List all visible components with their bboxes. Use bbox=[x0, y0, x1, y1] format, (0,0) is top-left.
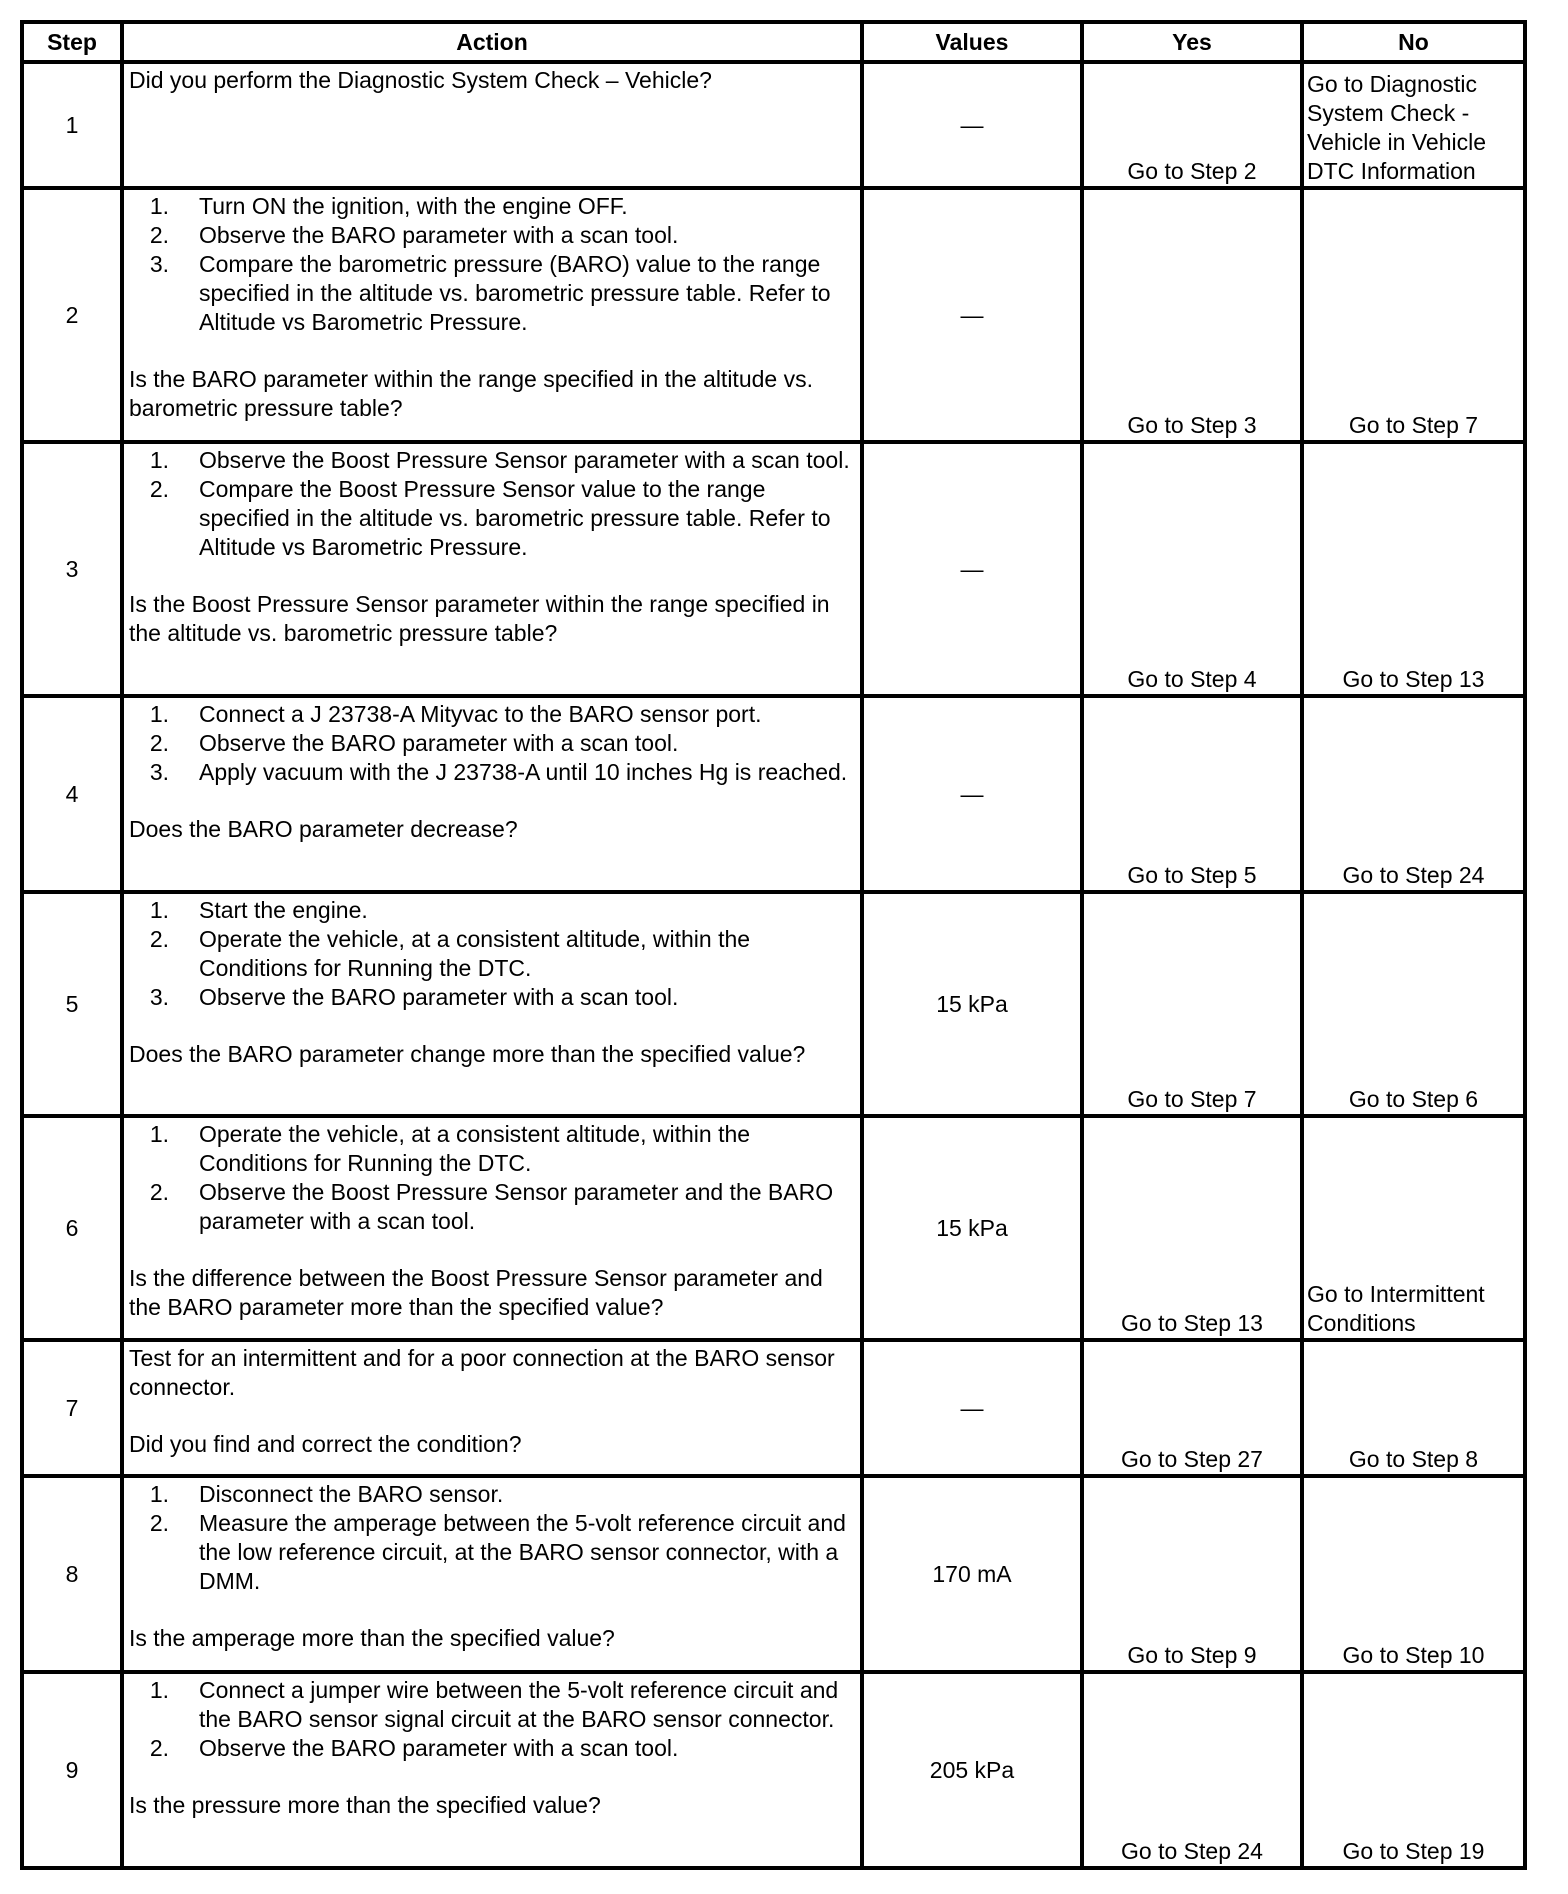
action-steps bbox=[129, 896, 852, 1012]
table-row bbox=[22, 1116, 1525, 1340]
value-cell: — bbox=[862, 696, 1082, 892]
no-cell: Go to Step 10 bbox=[1302, 1476, 1525, 1672]
no-cell: Go to Step 7 bbox=[1302, 188, 1525, 442]
table-row bbox=[22, 442, 1525, 696]
table-row bbox=[22, 1340, 1525, 1476]
list-item: 1. Turn ON the ignition, with the engine OFF. bbox=[149, 193, 628, 219]
action-cell bbox=[122, 1116, 862, 1340]
value-cell: 15 kPa bbox=[862, 892, 1082, 1116]
value-cell: — bbox=[862, 442, 1082, 696]
table-row bbox=[22, 892, 1525, 1116]
header-yes: Yes bbox=[1082, 22, 1302, 62]
yes-cell: Go to Step 7 bbox=[1082, 892, 1302, 1116]
action-cell bbox=[122, 696, 862, 892]
table-row bbox=[22, 696, 1525, 892]
value-cell: 205 kPa bbox=[862, 1672, 1082, 1868]
table-row bbox=[22, 1476, 1525, 1672]
action-question: Is the amperage more than the specified value? bbox=[129, 1625, 615, 1651]
action-cell bbox=[122, 892, 862, 1116]
header-values: Values bbox=[862, 22, 1082, 62]
action-cell bbox=[122, 442, 862, 696]
table-row bbox=[22, 188, 1525, 442]
action-steps bbox=[129, 192, 852, 337]
action-cell bbox=[122, 1476, 862, 1672]
no-cell: Go to Diagnostic System Check - Vehicle in Vehicle DTC Information bbox=[1302, 62, 1525, 188]
list-item: 2. Compare the Boost Pressure Sensor value to the range specified in the altitude vs. barometric pressure table. Refer to Altitude vs Barometric Pressure. bbox=[149, 476, 831, 560]
no-cell: Go to Step 13 bbox=[1302, 442, 1525, 696]
action-steps bbox=[129, 1120, 852, 1236]
header-step: Step bbox=[22, 22, 122, 62]
list-item: 1. Operate the vehicle, at a consistent altitude, within the Conditions for Running the DTC. bbox=[149, 1121, 751, 1176]
value-cell: 170 mA bbox=[862, 1476, 1082, 1672]
list-item: 1. Connect a jumper wire between the 5-volt reference circuit and the BARO sensor signal circuit at the BARO sensor connector. bbox=[149, 1677, 839, 1732]
action-cell bbox=[122, 1340, 862, 1476]
no-cell: Go to Step 19 bbox=[1302, 1672, 1525, 1868]
yes-cell: Go to Step 27 bbox=[1082, 1340, 1302, 1476]
list-item: 1. Connect a J 23738-A Mityvac to the BARO sensor port. bbox=[149, 701, 762, 727]
action-cell bbox=[122, 1672, 862, 1868]
list-item: 3. Apply vacuum with the J 23738-A until 10 inches Hg is reached. bbox=[149, 759, 848, 785]
value-cell: — bbox=[862, 1340, 1082, 1476]
value-cell: 15 kPa bbox=[862, 1116, 1082, 1340]
list-item: 3. Observe the BARO parameter with a scan tool. bbox=[149, 984, 679, 1010]
action-steps bbox=[129, 700, 852, 787]
yes-cell: Go to Step 9 bbox=[1082, 1476, 1302, 1672]
action-intro: Test for an intermittent and for a poor connection at the BARO sensor connector. bbox=[129, 1345, 835, 1400]
action-question: Does the BARO parameter decrease? bbox=[129, 816, 518, 842]
yes-cell: Go to Step 3 bbox=[1082, 188, 1302, 442]
step-number: 9 bbox=[22, 1672, 122, 1868]
list-item: 1. Observe the Boost Pressure Sensor parameter with a scan tool. bbox=[149, 447, 850, 473]
action-question: Is the difference between the Boost Pressure Sensor parameter and the BARO parameter more than the specified value? bbox=[129, 1265, 823, 1320]
list-item: 1. Disconnect the BARO sensor. bbox=[149, 1481, 504, 1507]
yes-cell: Go to Step 13 bbox=[1082, 1116, 1302, 1340]
table-row bbox=[22, 1672, 1525, 1868]
step-number: 2 bbox=[22, 188, 122, 442]
action-cell bbox=[122, 188, 862, 442]
list-item: 3. Compare the barometric pressure (BARO) value to the range specified in the altitude vs. barometric pressure table. Refer to Altitude vs Barometric Pressure. bbox=[149, 251, 831, 335]
step-number: 5 bbox=[22, 892, 122, 1116]
no-cell: Go to Intermittent Conditions bbox=[1302, 1116, 1525, 1340]
action-question: Did you find and correct the condition? bbox=[129, 1431, 522, 1457]
no-cell: Go to Step 24 bbox=[1302, 696, 1525, 892]
step-number: 1 bbox=[22, 62, 122, 188]
action-steps bbox=[129, 1676, 852, 1763]
list-item: 2. Measure the amperage between the 5-volt reference circuit and the low reference circuit, at the BARO sensor connector, with a DMM. bbox=[149, 1510, 846, 1594]
diagnostic-table bbox=[20, 20, 1527, 1870]
header-no: No bbox=[1302, 22, 1525, 62]
no-cell: Go to Step 6 bbox=[1302, 892, 1525, 1116]
step-number: 4 bbox=[22, 696, 122, 892]
list-item: 1. Start the engine. bbox=[149, 897, 368, 923]
action-steps bbox=[129, 1480, 852, 1596]
no-cell: Go to Step 8 bbox=[1302, 1340, 1525, 1476]
step-number: 8 bbox=[22, 1476, 122, 1672]
action-question: Is the BARO parameter within the range specified in the altitude vs. barometric pressure table? bbox=[129, 366, 813, 421]
action-question: Does the BARO parameter change more than the specified value? bbox=[129, 1041, 806, 1067]
yes-cell: Go to Step 4 bbox=[1082, 442, 1302, 696]
value-cell: — bbox=[862, 188, 1082, 442]
step-number: 3 bbox=[22, 442, 122, 696]
yes-cell: Go to Step 5 bbox=[1082, 696, 1302, 892]
step-number: 6 bbox=[22, 1116, 122, 1340]
action-question: Is the pressure more than the specified value? bbox=[129, 1792, 601, 1818]
list-item: 2. Observe the BARO parameter with a scan tool. bbox=[149, 1735, 679, 1761]
yes-cell: Go to Step 2 bbox=[1082, 62, 1302, 188]
list-item: 2. Operate the vehicle, at a consistent altitude, within the Conditions for Running the DTC. bbox=[149, 926, 751, 981]
list-item: 2. Observe the BARO parameter with a scan tool. bbox=[149, 222, 679, 248]
step-number: 7 bbox=[22, 1340, 122, 1476]
action-cell bbox=[122, 62, 862, 188]
header-row bbox=[22, 22, 1525, 62]
action-question: Is the Boost Pressure Sensor parameter within the range specified in the altitude vs. barometric pressure table? bbox=[129, 591, 830, 646]
table-row bbox=[22, 62, 1525, 188]
value-cell: — bbox=[862, 62, 1082, 188]
action-steps bbox=[129, 446, 852, 562]
list-item: 2. Observe the BARO parameter with a scan tool. bbox=[149, 730, 679, 756]
header-action: Action bbox=[122, 22, 862, 62]
list-item: 2. Observe the Boost Pressure Sensor parameter and the BARO parameter with a scan tool. bbox=[149, 1179, 834, 1234]
action-intro: Did you perform the Diagnostic System Check – Vehicle? bbox=[129, 67, 712, 93]
yes-cell: Go to Step 24 bbox=[1082, 1672, 1302, 1868]
